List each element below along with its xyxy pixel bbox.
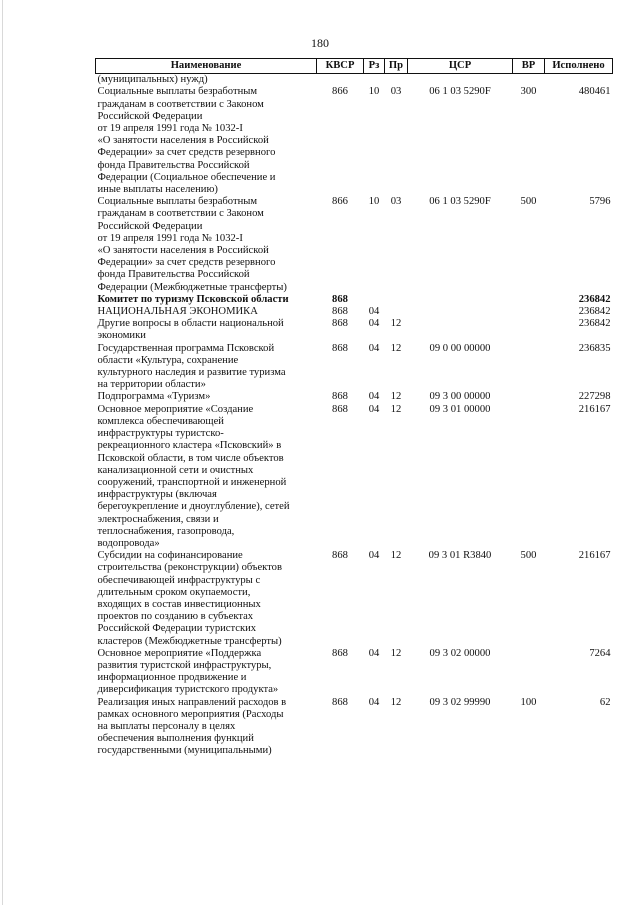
row-amount: 62 <box>599 696 611 708</box>
row-vr <box>513 74 545 87</box>
row-name: Основное мероприятие «Создание комплекса обеспечивающей инфраструктуры туристско- рекреационного кластера «Псковский» в Псковской области, в том числе объектов канализационной сети и очистных сооружений, транспортной и инженерной инфраструктуры (включая берегоукрепление и дноуглубление), сетей электроснабжения, связи и теплоснабжения, газопровода, водопровода» <box>97 403 290 549</box>
row-vr: 500 <box>520 550 537 562</box>
table-row-department <box>96 294 613 306</box>
row-amount: 7264 <box>589 647 611 659</box>
table-row <box>96 697 613 758</box>
row-rz: 04 <box>368 403 380 415</box>
row-amount: 236842 <box>578 306 611 318</box>
col-header-vr: ВР <box>513 59 545 74</box>
row-amount: 227298 <box>578 391 611 403</box>
row-pr: 12 <box>390 318 402 330</box>
row-csr: 09 3 01 00000 <box>429 403 491 415</box>
row-amount: 216167 <box>578 403 611 415</box>
row-kvsr: 868 <box>332 403 348 415</box>
row-pr: 03 <box>390 196 402 208</box>
row-name: Социальные выплаты безработным гражданам в соответствии с Законом Российской Федерации от 19 апреля 1991 года № 1032-I «О занятости населения в Российской Федерации» за счет средств резервного фонда Правительства Российской Федерации (Межбюджетные трансферты) <box>97 196 287 293</box>
row-name: Подпрограмма «Туризм» <box>97 391 211 403</box>
row-pr: 12 <box>390 403 402 415</box>
row-csr: 09 3 00 00000 <box>429 391 491 403</box>
row-amount: 5796 <box>589 196 611 208</box>
row-amount: 216167 <box>578 550 611 562</box>
table-row <box>96 404 613 550</box>
row-csr <box>408 318 513 342</box>
row-vr <box>513 306 545 318</box>
col-header-pr: Пр <box>385 59 408 74</box>
table-row <box>96 196 613 294</box>
row-vr: 300 <box>520 86 537 98</box>
row-kvsr: 868 <box>332 293 348 305</box>
row-rz: 10 <box>368 196 380 208</box>
row-pr: 12 <box>390 696 402 708</box>
row-kvsr: 868 <box>332 306 348 318</box>
row-csr <box>408 306 513 318</box>
row-kvsr: 866 <box>332 196 348 208</box>
row-kvsr: 868 <box>332 342 348 354</box>
row-pr <box>385 306 408 318</box>
budget-table <box>95 58 613 758</box>
table-row <box>96 86 613 196</box>
row-rz <box>364 294 385 306</box>
row-kvsr: 868 <box>332 391 348 403</box>
table-row <box>96 306 613 318</box>
row-pr: 03 <box>390 86 402 98</box>
row-name: НАЦИОНАЛЬНАЯ ЭКОНОМИКА <box>97 306 258 318</box>
row-amount <box>545 74 613 87</box>
scan-edge <box>2 0 3 905</box>
col-header-rz: Рз <box>364 59 385 74</box>
row-name: Государственная программа Псковской области «Культура, сохранение культурного наследия и развитие туризма на территории области» <box>97 342 286 391</box>
table-row <box>96 318 613 342</box>
row-kvsr: 868 <box>332 647 348 659</box>
row-pr: 12 <box>390 647 402 659</box>
row-name: Другие вопросы в области национальной экономики <box>97 318 284 342</box>
table-header-row <box>96 59 613 74</box>
row-kvsr: 868 <box>332 696 348 708</box>
row-name: Социальные выплаты безработным гражданам в соответствии с Законом Российской Федерации от 19 апреля 1991 года № 1032-I «О занятости населения в Российской Федерации» за счет средств резервного фонда Правительства Российской Федерации (Социальное обеспечение и иные выплаты населению) <box>97 86 276 196</box>
row-pr: 12 <box>390 550 402 562</box>
row-pr: 12 <box>390 342 402 354</box>
row-rz: 04 <box>368 696 380 708</box>
row-kvsr: 866 <box>332 86 348 98</box>
row-csr: 09 0 00 00000 <box>429 342 491 354</box>
row-rz <box>364 74 385 87</box>
col-header-csr: ЦСР <box>408 59 513 74</box>
row-csr: 06 1 03 5290F <box>429 86 491 98</box>
row-kvsr: 868 <box>332 550 348 562</box>
row-name: Субсидии на софинансирование строительства (реконструкции) объектов обеспечивающей инфраструктуры с длительным сроком окупаемости, входящих в состав инвестиционных проектов по созданию в субъектах Российской Федерации туристских кластеров (Межбюджетные трансферты) <box>97 550 282 647</box>
row-vr <box>513 391 545 403</box>
row-vr: 100 <box>520 696 537 708</box>
row-pr <box>385 74 408 87</box>
row-vr <box>513 318 545 342</box>
row-csr: 09 3 02 00000 <box>429 647 491 659</box>
row-pr: 12 <box>390 391 402 403</box>
row-rz: 04 <box>368 342 380 354</box>
row-csr: 06 1 03 5290F <box>429 196 491 208</box>
row-amount: 236842 <box>578 318 611 330</box>
row-amount: 236835 <box>578 342 611 354</box>
row-vr <box>513 648 545 697</box>
col-header-amount: Исполнено <box>545 59 613 74</box>
row-kvsr: 868 <box>332 318 348 330</box>
row-name: Комитет по туризму Псковской области <box>97 293 289 305</box>
table-row <box>96 74 613 87</box>
row-vr <box>513 294 545 306</box>
row-csr <box>408 74 513 87</box>
row-vr <box>513 343 545 392</box>
table-row <box>96 343 613 392</box>
row-amount: 236842 <box>578 293 611 305</box>
row-rz: 04 <box>368 318 380 330</box>
table-row <box>96 391 613 403</box>
col-header-name: Наименование <box>96 59 317 74</box>
row-csr: 09 3 01 R3840 <box>428 550 492 562</box>
table-row <box>96 648 613 697</box>
row-rz: 04 <box>368 550 380 562</box>
row-rz: 10 <box>368 86 380 98</box>
row-rz: 04 <box>368 306 380 318</box>
row-name: Основное мероприятие «Поддержка развития туристской инфраструктуры, информационное продвижение и диверсификация туристского продукта» <box>97 647 279 696</box>
row-kvsr <box>317 74 364 87</box>
row-amount: 480461 <box>578 86 611 98</box>
col-header-kvsr: КВСР <box>317 59 364 74</box>
row-name: Реализация иных направлений расходов в рамках основного мероприятия (Расходы на выплаты персоналу в целях обеспечения выполнения функций государственными (муниципальными) <box>97 696 287 757</box>
row-rz: 04 <box>368 647 380 659</box>
row-csr <box>408 294 513 306</box>
row-name: (муниципальных) нужд) <box>97 74 208 86</box>
row-csr: 09 3 02 99990 <box>429 696 491 708</box>
row-rz: 04 <box>368 391 380 403</box>
row-vr <box>513 404 545 550</box>
row-pr <box>385 294 408 306</box>
page-number: 180 <box>311 36 329 50</box>
table-row <box>96 550 613 648</box>
row-vr: 500 <box>520 196 537 208</box>
